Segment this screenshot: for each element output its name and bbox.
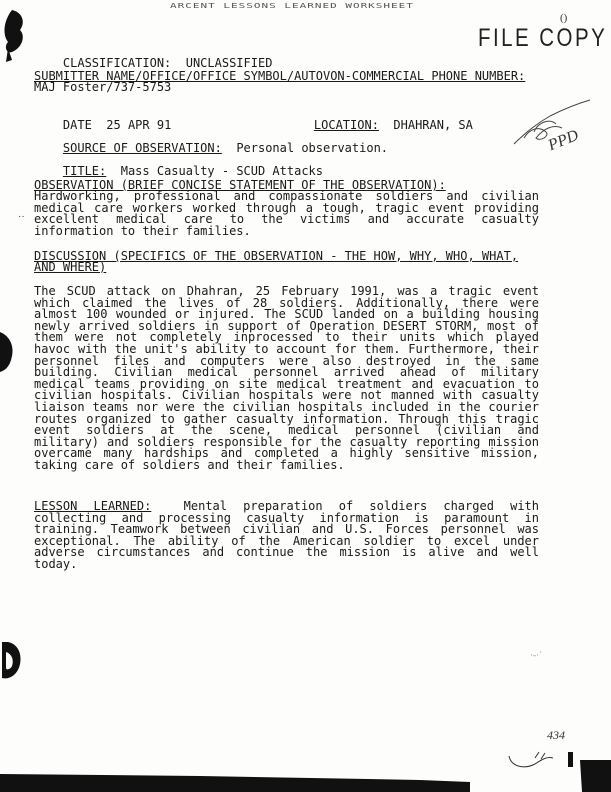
handwritten-initials: PPD (545, 126, 581, 155)
worksheet-header: ARCENT LESSONS LEARNED WORKSHEET (170, 2, 414, 10)
title-label: TITLE: (62, 164, 107, 178)
binding-hole-low (0, 638, 24, 682)
lesson-text (34, 501, 539, 571)
binding-hole-mid (0, 330, 16, 374)
submitter-value: MAJ Foster/737-5753 (34, 80, 172, 94)
margin-mark: ˙˙ (18, 215, 25, 226)
date-label: DATE (62, 118, 92, 132)
file-copy-stamp: FILE COPY (478, 24, 608, 52)
classification-label: CLASSIFICATION: (62, 56, 172, 70)
observation-text: Hardworking, professional and compassionate soldiers and civilian medical care workers worked through a tough, tragic event providing excellent medical care to the victims and accurate casualty information to their families. (34, 189, 539, 238)
page-number: 434 (547, 728, 565, 742)
classification-value: UNCLASSIFIED (185, 56, 273, 70)
discussion-text: The SCUD attack on Dhahran, 25 February 1991, was a tragic event which claimed the lives of 28 soldiers. Additionally, there were almost 100 wounded or injured. The SCUD landed on a building housing newly arrived soldiers in support of Operation DESERT STORM, most of them were not completely inprocessed to their units which played havoc with the unit's ability to account for them. Furthermore, their personnel files and computers were also destroyed in the same building. Civilian medical personnel arrived ahead of military medical teams providing on site medical treatment and evacuation to civilian hospitals. Civilian hospitals were not manned with casualty liaison teams nor were the civilian hospitals included in the courier routes organized to gather casualty information. Through this tragic event soldiers at the scene, medical personnel (civilian and military) and soldiers responsible for the casualty reporting mission overcame many hardships and completed a highly sensitive mission, taking care of soldiers and their families. (34, 284, 539, 472)
date-value: 25 APR 91 (106, 118, 172, 132)
discussion-label-2: AND WHERE) (34, 260, 107, 274)
observation-label: OBSERVATION (BRIEF CONCISE STATEMENT OF THE OBSERVATION): (34, 178, 446, 192)
source-label: SOURCE OF OBSERVATION: (62, 141, 222, 155)
lesson-body: Mental preparation of soldiers charged with collecting and processing casualty information is paramount in training. Teamwork between civilian and U.S. Forces personnel was exceptional. The ability of the American soldier to excel under adverse circumstances and continue the mission is alive and well today. (34, 499, 539, 571)
submitter-label: SUBMITTER NAME/OFFICE/OFFICE SYMBOL/AUTOVON-COMMERCIAL PHONE NUMBER: (34, 69, 526, 83)
location-label: LOCATION: (313, 118, 379, 132)
bottom-scan-edge (0, 760, 611, 792)
location-value: DHAHRAN, SA (393, 118, 473, 132)
source-value: Personal observation. (236, 141, 389, 155)
discussion-label-1: DISCUSSION (SPECIFICS OF THE OBSERVATION - THE HOW, WHY, WHO, WHAT, (34, 249, 519, 263)
binding-clip-top (0, 8, 28, 64)
stamp-mark: () (560, 12, 568, 24)
lesson-label: LESSON LEARNED: (34, 499, 152, 513)
speck-mark: ·‐·´ (530, 650, 542, 660)
title-value: Mass Casualty - SCUD Attacks (120, 164, 324, 178)
